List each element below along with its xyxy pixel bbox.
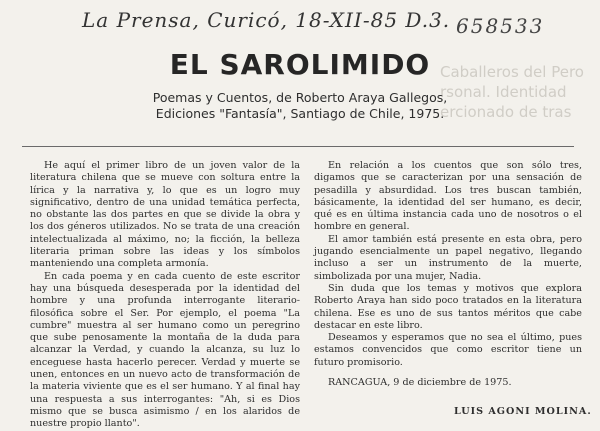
paragraph: Deseamos y esperamos que no sea el último, pues estamos convencidos que como escritor tiene un futuro promisorio. (314, 332, 582, 368)
divider-rule (22, 146, 574, 147)
reference-number: 658533 (456, 14, 545, 38)
article-subtitle (150, 90, 450, 122)
bleed-line: ercionado de tras (440, 103, 572, 121)
place-date: RANCAGUA, 9 de diciembre de 1975. (328, 377, 512, 389)
handwritten-annotation: La Prensa, Curicó, 18-XII-85 D.3. (82, 8, 451, 32)
bleed-line: rsonal. Identidad (440, 83, 567, 101)
author-signature: LUIS AGONI MOLINA. (454, 406, 592, 417)
subtitle-line: Poemas y Cuentos, de Roberto Araya Gallegos, (152, 90, 448, 105)
paragraph: En relación a los cuentos que son sólo tres, digamos que se caracterizan por una sensación de pesadilla y absurdidad. Los tres buscan también, básicamente, la identidad del ser humano, es decir, qué es en última instancia cada uno de nosotros o el hombre en general. (314, 160, 582, 233)
paragraph: Sin duda que los temas y motivos que explora Roberto Araya han sido poco tratados en la literatura chilena. Ese es uno de sus tantos méritos que cabe destacar en este libro. (314, 282, 582, 331)
left-column (30, 160, 300, 431)
bleed-line: Caballeros del Pero (440, 63, 584, 81)
paragraph: El amor también está presente en esta obra, pero jugando esencialmente un papel negativo, llegando incluso a ser un instrumento de la muerte, simbolizada por una mujer, Nadia. (314, 233, 582, 282)
subtitle-line: Ediciones "Fantasía", Santiago de Chile, 1975. (155, 106, 445, 121)
paragraph: En cada poema y en cada cuento de este escritor hay una búsqueda desesperada por la identidad del hombre y una profunda interrogante literario- filosófica sobre el Ser. Por ejemplo, el poema "La cumbre" muestra al ser humano como un peregrino que sube penosamente la montaña de la duda para alcanzar la Verdad, y cuando la alcanza, su luz lo enceguese hasta hacerlo perecer. Verdad y muerte se unen, entonces en un nuevo acto de transformación de la materia viviente que es el ser humano. Y al final hay una respuesta a sus interrogantes: "Ah, si es Dios mismo que se busca asimismo / en los alaridos de nuestre propio llanto". (30, 270, 300, 430)
paragraph: He aquí el primer libro de un joven valor de la literatura chilena que se mueve con soltura entre la lírica y la narrativa y, lo que es un logro muy significativo, dentro de una unidad temática perfecta, no obstante las dos partes en que se divide la obra y los dos géneros utilizados. No se trata de una creación intelectualizada al máximo, no; la ficción, la belleza literaria priman sobre las ideas y los símbolos manteniendo una completa armonía. (30, 160, 300, 270)
article-title: EL SAROLIMIDO (169, 48, 431, 81)
right-column (314, 160, 582, 389)
